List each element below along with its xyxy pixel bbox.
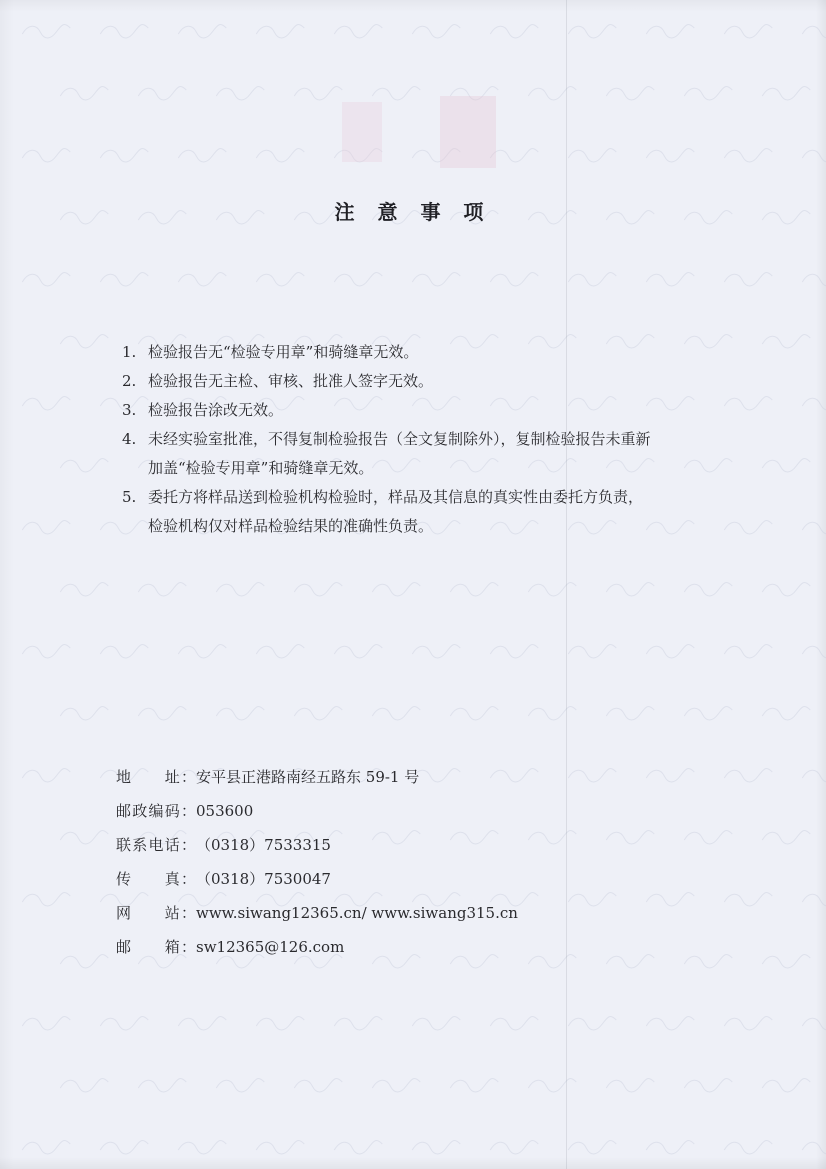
watermark-swirl xyxy=(178,149,226,162)
watermark-swirl xyxy=(138,1079,186,1092)
watermark-swirl xyxy=(568,149,616,162)
watermark-swirl xyxy=(490,25,538,38)
watermark-swirl xyxy=(138,87,186,100)
watermark-swirl xyxy=(372,583,420,596)
watermark-swirl xyxy=(22,149,70,162)
notice-item xyxy=(122,425,722,483)
watermark-swirl xyxy=(22,1017,70,1030)
watermark-swirl xyxy=(138,707,186,720)
watermark-swirl xyxy=(724,149,772,162)
watermark-swirl xyxy=(100,645,148,658)
watermark-swirl xyxy=(802,1141,826,1154)
watermark-swirl xyxy=(294,707,342,720)
watermark-swirl xyxy=(724,25,772,38)
notice-number: 2. xyxy=(122,372,137,390)
watermark-swirl xyxy=(60,335,108,348)
watermark-swirl xyxy=(606,955,654,968)
watermark-swirl xyxy=(412,1017,460,1030)
website-link[interactable]: www.siwang12365.cn/ www.siwang315.cn xyxy=(196,904,518,922)
watermark-swirl xyxy=(802,645,826,658)
watermark-swirl xyxy=(802,25,826,38)
notice-text: 检验报告无主检、审核、批准人签字无效。 xyxy=(148,372,434,390)
watermark-swirl xyxy=(22,25,70,38)
watermark-swirl xyxy=(646,1141,694,1154)
watermark-swirl xyxy=(684,707,732,720)
email-row xyxy=(116,932,518,966)
phone-label: 联系电话： xyxy=(116,836,196,854)
watermark-swirl xyxy=(724,893,772,906)
watermark-swirl xyxy=(22,397,70,410)
watermark-swirl xyxy=(22,1141,70,1154)
contact-info xyxy=(116,762,518,966)
watermark-swirl xyxy=(372,707,420,720)
fax-label: 传 真： xyxy=(116,870,196,888)
watermark-swirl xyxy=(334,1017,382,1030)
watermark-swirl xyxy=(178,645,226,658)
watermark-swirl xyxy=(100,273,148,286)
email-link[interactable]: sw12365@126.com xyxy=(196,938,345,956)
notice-text-continued: 加盖“检验专用章”和骑缝章无效。 xyxy=(148,459,374,477)
watermark-swirl xyxy=(724,645,772,658)
watermark-swirl xyxy=(22,521,70,534)
watermark-swirl xyxy=(294,87,342,100)
watermark-swirl xyxy=(684,583,732,596)
watermark-swirl xyxy=(334,1141,382,1154)
phone-row xyxy=(116,830,518,864)
watermark-swirl xyxy=(216,707,264,720)
watermark-swirl xyxy=(372,1079,420,1092)
notice-text: 未经实验室批准，不得复制检验报告（全文复制除外），复制检验报告未重新 xyxy=(148,430,651,448)
watermark-swirl xyxy=(762,955,810,968)
watermark-swirl xyxy=(762,335,810,348)
notice-number: 5. xyxy=(122,488,137,506)
watermark-swirl xyxy=(178,273,226,286)
notice-item xyxy=(122,338,722,367)
watermark-swirl xyxy=(724,273,772,286)
watermark-swirl xyxy=(490,273,538,286)
watermark-swirl xyxy=(256,645,304,658)
watermark-swirl xyxy=(100,1017,148,1030)
watermark-swirl xyxy=(606,831,654,844)
watermark-swirl xyxy=(334,645,382,658)
watermark-swirl xyxy=(412,25,460,38)
watermark-swirl xyxy=(490,645,538,658)
watermark-swirl xyxy=(802,1017,826,1030)
watermark-swirl xyxy=(646,273,694,286)
postcode-value: 053600 xyxy=(196,802,254,820)
watermark-swirl xyxy=(568,273,616,286)
watermark-swirl xyxy=(60,1079,108,1092)
fold-line xyxy=(566,0,567,1169)
watermark-swirl xyxy=(606,583,654,596)
watermark-swirl xyxy=(528,87,576,100)
watermark-swirl xyxy=(138,583,186,596)
watermark-swirl xyxy=(22,893,70,906)
watermark-swirl xyxy=(646,1017,694,1030)
watermark-swirl xyxy=(684,87,732,100)
watermark-swirl xyxy=(412,273,460,286)
watermark-swirl xyxy=(568,769,616,782)
watermark-swirl xyxy=(450,707,498,720)
watermark-swirl xyxy=(646,25,694,38)
watermark-swirl xyxy=(802,521,826,534)
watermark-swirl xyxy=(802,397,826,410)
watermark-swirl xyxy=(568,893,616,906)
watermark-swirl xyxy=(216,87,264,100)
watermark-swirl xyxy=(178,1141,226,1154)
watermark-swirl xyxy=(684,831,732,844)
watermark-swirl xyxy=(334,25,382,38)
notice-number: 1. xyxy=(122,343,137,361)
watermark-swirl xyxy=(762,1079,810,1092)
notice-text: 检验报告无“检验专用章”和骑缝章无效。 xyxy=(148,343,419,361)
watermark-swirl xyxy=(100,149,148,162)
watermark-swirl xyxy=(60,955,108,968)
watermark-swirl xyxy=(450,1079,498,1092)
watermark-swirl xyxy=(528,955,576,968)
watermark-swirl xyxy=(334,273,382,286)
watermark-swirl xyxy=(606,87,654,100)
watermark-swirl xyxy=(412,1141,460,1154)
address-row xyxy=(116,762,518,796)
watermark-swirl xyxy=(100,1141,148,1154)
watermark-swirl xyxy=(762,707,810,720)
watermark-swirl xyxy=(724,1017,772,1030)
watermark-swirl xyxy=(178,1017,226,1030)
notice-list xyxy=(122,338,722,541)
watermark-swirl xyxy=(762,583,810,596)
address-label: 地 址： xyxy=(116,768,196,786)
watermark-swirl xyxy=(412,645,460,658)
watermark-swirl xyxy=(802,893,826,906)
postcode-label: 邮政编码： xyxy=(116,802,196,820)
watermark-swirl xyxy=(216,1079,264,1092)
notice-number: 4. xyxy=(122,430,137,448)
watermark-swirl xyxy=(528,707,576,720)
watermark-swirl xyxy=(450,583,498,596)
watermark-swirl xyxy=(22,273,70,286)
watermark-swirl xyxy=(60,87,108,100)
watermark-swirl xyxy=(568,1141,616,1154)
notice-text-continued: 检验机构仅对样品检验结果的准确性负责。 xyxy=(148,517,434,535)
watermark-swirl xyxy=(60,831,108,844)
watermark-swirl xyxy=(216,583,264,596)
watermark-swirl xyxy=(802,149,826,162)
watermark-swirl xyxy=(646,769,694,782)
watermark-swirl xyxy=(528,1079,576,1092)
watermark-swirl xyxy=(684,955,732,968)
watermark-swirl xyxy=(684,1079,732,1092)
address-value: 安平县正港路南经五路东 59-1 号 xyxy=(196,768,420,786)
notice-item xyxy=(122,367,722,396)
watermark-swirl xyxy=(606,1079,654,1092)
watermark-swirl xyxy=(646,645,694,658)
watermark-swirl xyxy=(60,583,108,596)
watermark-swirl xyxy=(646,893,694,906)
watermark-swirl xyxy=(762,831,810,844)
watermark-swirl xyxy=(294,1079,342,1092)
watermark-swirl xyxy=(762,459,810,472)
watermark-swirl xyxy=(568,645,616,658)
notice-item xyxy=(122,483,722,541)
phone-value: （0318）7533315 xyxy=(196,836,331,854)
postcode-row xyxy=(116,796,518,830)
page-title: 注 意 事 项 xyxy=(334,200,492,224)
watermark-swirl xyxy=(256,1017,304,1030)
watermark-swirl xyxy=(802,273,826,286)
website-label: 网 站： xyxy=(116,904,196,922)
fax-value: （0318）7530047 xyxy=(196,870,331,888)
notice-number: 3. xyxy=(122,401,137,419)
watermark-swirl xyxy=(60,707,108,720)
email-label: 邮 箱： xyxy=(116,938,196,956)
watermark-swirl xyxy=(256,149,304,162)
watermark-swirl xyxy=(60,459,108,472)
watermark-swirl xyxy=(178,25,226,38)
notice-item xyxy=(122,396,722,425)
watermark-swirl xyxy=(256,1141,304,1154)
watermark-swirl xyxy=(528,583,576,596)
watermark-swirl xyxy=(100,25,148,38)
notice-text: 委托方将样品送到检验机构检验时，样品及其信息的真实性由委托方负责， xyxy=(148,488,644,506)
watermark-swirl xyxy=(802,769,826,782)
fax-row xyxy=(116,864,518,898)
watermark-swirl xyxy=(724,769,772,782)
watermark-swirl xyxy=(762,87,810,100)
watermark-swirl xyxy=(606,707,654,720)
watermark-swirl xyxy=(22,645,70,658)
watermark-swirl xyxy=(256,273,304,286)
watermark-swirl xyxy=(724,397,772,410)
watermark-swirl xyxy=(490,1017,538,1030)
watermark-swirl xyxy=(724,1141,772,1154)
watermark-swirl xyxy=(490,1141,538,1154)
watermark-swirl xyxy=(724,521,772,534)
stamp-ghost xyxy=(340,92,500,172)
notice-text: 检验报告涂改无效。 xyxy=(148,401,284,419)
watermark-swirl xyxy=(646,149,694,162)
watermark-swirl xyxy=(22,769,70,782)
watermark-swirl xyxy=(568,1017,616,1030)
watermark-swirl xyxy=(568,25,616,38)
watermark-swirl xyxy=(294,583,342,596)
watermark-swirl xyxy=(528,831,576,844)
website-row xyxy=(116,898,518,932)
watermark-swirl xyxy=(256,25,304,38)
